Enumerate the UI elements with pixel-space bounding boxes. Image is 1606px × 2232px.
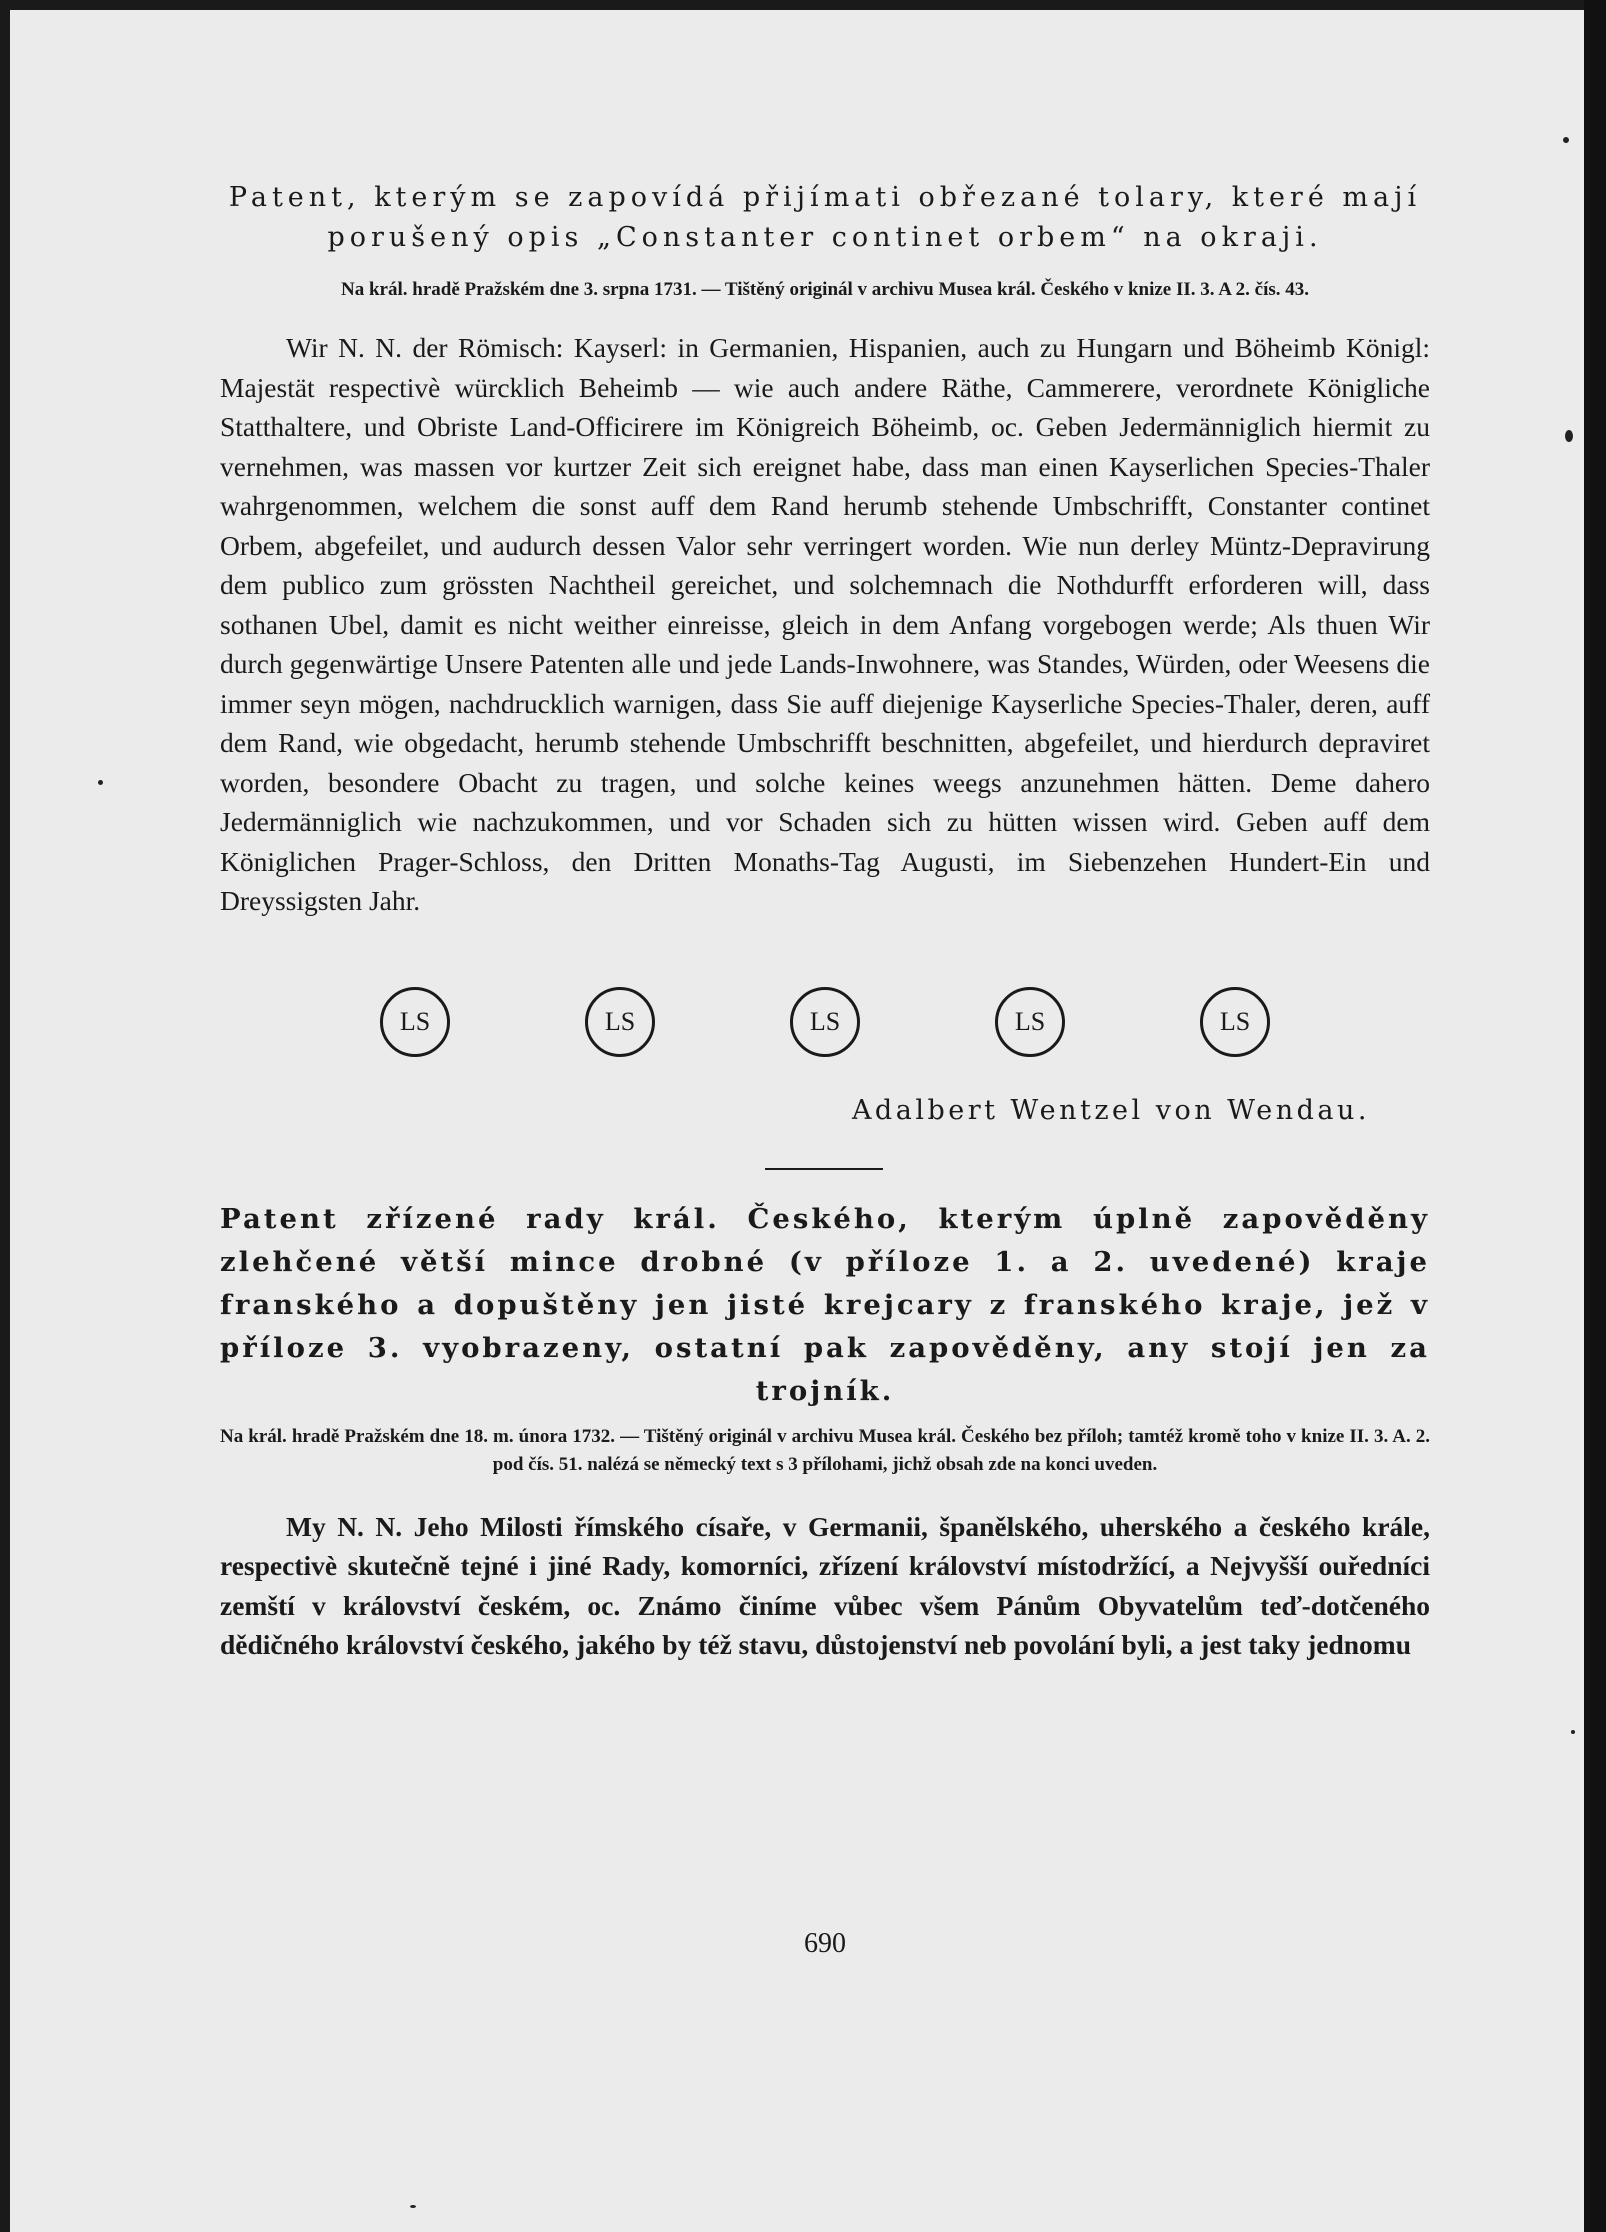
document-page <box>10 10 1584 2232</box>
patent-1-body-text: Wir N. N. der Römisch: Kayserl: in Germanien, Hispanien, auch zu Hungarn und Böheimb Königl: Majestät respectivè würcklich Beheimb — wie auch andere Räthe, Cammerere, verordnete Königliche Statthaltere, und Obriste Land-Officirere im Königreich Böheimb, oc. Geben Jedermänniglich hiermit zu vernehmen, was massen vor kurtzer Zeit sich ereignet habe, dass man einen Kayserlichen Species-Thaler wahrgenommen, welchem die sonst auff dem Rand herumb stehende Umbschrifft, Constanter continet Orbem, abgefeilet, und audurch dessen Valor sehr verringert worden. Wie nun derley Müntz-Depravirung dem publico zum grössten Nachtheil gereichet, und solchemnach die Nothdurfft erforderen will, dass sothanen Ubel, damit es nicht weither einreisse, gleich in dem Anfang vorgebogen werde; Als thuen Wir durch gegenwärtige Unsere Patenten alle und jede Lands-Inwohnere, was Standes, Würden, oder Weesens die immer seyn mögen, nachdrucklich warnigen, dass Sie auff diejenige Kayserliche Species-Thaler, deren, auff dem Rand, wie obgedacht, herumb stehende Umbschrifft beschnitten, abgefeilet, und hierdurch depraviret worden, besondere Obacht zu tragen, und solche keines weegs anzunehmen hätten. Deme dahero Jedermänniglich wie nachzukommen, und vor Schaden sich zu hütten wissen wird. Geben auff dem Königlichen Prager-Schloss, den Dritten Monaths-Tag Augusti, im Siebenzehen Hundert-Ein und Dreyssigsten Jahr. <box>220 332 1430 916</box>
scan-speck <box>410 2205 416 2208</box>
patent-1-signature: Adalbert Wentzel von Wendau. <box>851 1094 1370 1126</box>
scan-speck <box>98 780 103 785</box>
scan-speck <box>1571 1730 1575 1734</box>
scan-border-top <box>0 0 1606 10</box>
scan-border-left <box>0 0 10 2232</box>
scan-border-right <box>1584 0 1606 2232</box>
scan-speck <box>1563 137 1569 143</box>
seal-ls-4: LS <box>995 987 1065 1057</box>
page-content <box>220 178 1430 1959</box>
seal-ls-3: LS <box>790 987 860 1057</box>
patent-2-source-note: Na král. hradě Pražském dne 18. m. února 1732. — Tištěný originál v archivu Musea král. Českého bez příloh; tamtéž kromě toho v knize II. 3. A. 2. pod čís. 51. nalézá se německý text s 3 přílohami, jichž obsah zde na konci uveden. <box>220 1425 1430 1475</box>
seal-ls-5: LS <box>1200 987 1270 1057</box>
patent-2-title: Patent zřízené rady král. Českého, kterým úplně zapověděny zlehčené větší mince drobné (v příloze 1. a 2. uvedené) kraje franského a dopuštěny jen jisté krejcary z franského kraje, jež v příloze 3. vyobrazeny, ostatní pak zapověděny, any stojí jen za trojník. <box>220 1202 1430 1407</box>
seal-row <box>380 987 1270 1057</box>
section-divider <box>765 1168 883 1170</box>
patent-1-title: Patent, kterým se zapovídá přijímati obřezané tolary, které mají porušený opis „Constanter continet orbem“ na okraji. <box>228 182 1422 253</box>
seal-ls-1: LS <box>380 987 450 1057</box>
patent-2-body-text: My N. N. Jeho Milosti římského císaře, v Germanii, španělského, uherského a českého krále, respectivè skutečně tejné i jiné Rady, komorníci, zřízení království místodržící, a Nejvyšší ouředníci zemští v království českém, oc. Známo činíme vůbec všem Pánům Obyvatelům teď-dotčeného dědičného království českého, jakého by též stavu, důstojenství neb povolání byli, a jest taky jednomu <box>220 1510 1430 1660</box>
patent-1-source-note: Na král. hradě Pražském dne 3. srpna 1731. — Tištěný originál v archivu Musea král. Českého v knize II. 3. A 2. čís. 43. <box>341 279 1309 300</box>
seal-ls-2: LS <box>585 987 655 1057</box>
page-number: 690 <box>804 1928 846 1959</box>
scan-speck <box>1565 430 1573 442</box>
